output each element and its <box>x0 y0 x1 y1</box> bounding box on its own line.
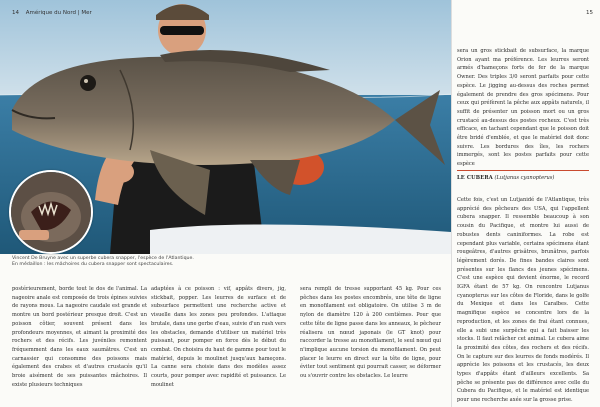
subsection-name: Mer <box>81 10 92 16</box>
section-name: Amérique du Nord <box>25 10 77 16</box>
right-column-text-1: sera un gros stickbait de subsurface, la marque Orion ayant ma préférence. Les leurres seront armés d'hameçons forts de fer de la marque Owner. Des triples 3/0 seront parfaits pour cette espèce. Le jigging au-dessus des roches permet également de prendre des gros spécimens. Pour ceux qui préfèrent la pêche aux appâts naturels, il suffit de présenter un poisson mort ou un gros crustacé au-dessus des postes rocheux. C'est très efficace, en tachant cependant que le poisson doit être bridé d'emblée, et que le matériel doit donc suivre. Les bordures des îles, les rochers immergés, sont les postes parfaits pour cette espèce <box>457 48 589 168</box>
page-number-right: 15 <box>586 10 593 16</box>
photo-caption <box>12 256 242 269</box>
body-column-3: sera rempli de tresse supportant 45 kg. Pour ces pêches dans les postes encombrés, une tête de ligne en monofilament est obligatoire. On utilise 3 m de nylon de diamètre 120 à 200 centièmes. Pour que cette tête de ligne passe dans les anneaux, le pêcheur réalisera un nœud japonais (le GT knot) pour raccorder la tresse au monofilament, le seul nœud qui n'implique aucune torsion du monofilament. On peut placer le leurre en direct sur la tête de ligne, pour éviter tout sentiment qui pourrait casser, se déformer ou s'ouvrir contre les obstacles. Le leurre <box>300 286 441 380</box>
species-heading <box>457 170 589 183</box>
body-column-2: adaptées à ce poisson : vif, appâts divers, jig, stickbait, popper. Les leurres de surface et de subsurface permettent une recherche active et visuelle dans les zones peu profondes. L'attaque brutale, dans une gerbe d'eau, suivie d'un rush vers les obstacles, demande d'utiliser un matériel très puissant, pour pomper en force dès le début du combat. On choisira du haut de gamme pour tout le matériel, depuis le moulinet jusqu'aux hameçons. La canne sera choisie dans des modèles assez courts, pour pomper avec rapidité et puissance. Le moulinet <box>151 286 286 388</box>
running-head-left <box>12 10 92 16</box>
species-scientific-name: (Lutjanus cyanopterus) <box>494 175 555 181</box>
heading-rule <box>457 170 589 171</box>
caption-line-1: Vincent De Bruyne avec un superbe cubera snapper, l'espèce de l'Atlantique. <box>12 256 194 261</box>
right-column-text-2: Cette fois, c'est un Lutjanidé de l'Atlantique, très apprécié des pêcheurs des USA, qui l'appellent cubera snapper. Il ressemble beaucoup à son cousin du Pacifique, et montre lui aussi de robustes dents caniniformes. La robe est cependant plus variable, certains spécimens étant rougeâtres, d'autres grisâtres, brunâtres, parfois légèrement dorés. De fines bandes claires sont présentes sur les flancs des jeunes spécimens. C'est une espèce qui devient énorme, le record IGFA étant de 57 kg. On rencontre Lutjanus cyanopterus sur les côtes de Floride, dans le golfe du Mexique et dans les Caraïbes. Cette magnifique espèce se concentre lors de la reproduction, et les zones de frai étant connues, elle a subi une surpêche qui a fait baisser les stocks. Il faut relâcher cet animal. Le cubera aime la proximité des côtes, des rochers et des récifs. On le capture sur des leurres de fonds modérés. Il apprécie les poissons et les crustacés, les deux types d'appâts étant d'ailleurs excellents. Sa pêche se présente pas de différence avec celle du Cubera du Pacifique, et le matériel est identique pour une recherche axée sur la grosse prise. <box>457 197 589 404</box>
body-column-1: postérieurement, borde tout le dos de l'animal. La nageoire anale est composée de trois épines suivies de rayons mous. La nageoire caudale est grande et montre un bord postérieur presque droit. C'est un poisson côtier, souvent présent dans les profondeurs moyennes, et aimant la proximité des rochers et des récifs. Les juvéniles remontent fréquemment dans les eaux saumâtres. C'est un carnassier qui consomme des poissons mais également des crabes et d'autres crustacés qu'il broie aisément de ses puissantes mâchoires. Il existe plusieurs techniques <box>12 286 147 388</box>
caption-line-2: En médaillon : les mâchoires du cubera snapper sont spectaculaires. <box>12 262 174 268</box>
page-number-left: 14 <box>12 10 19 16</box>
section-separator: | <box>77 10 80 16</box>
species-heading-title: LE CUBERA <box>457 175 493 181</box>
snapper-jaws-photo <box>11 172 91 252</box>
inset-medallion-jaws <box>9 170 93 254</box>
